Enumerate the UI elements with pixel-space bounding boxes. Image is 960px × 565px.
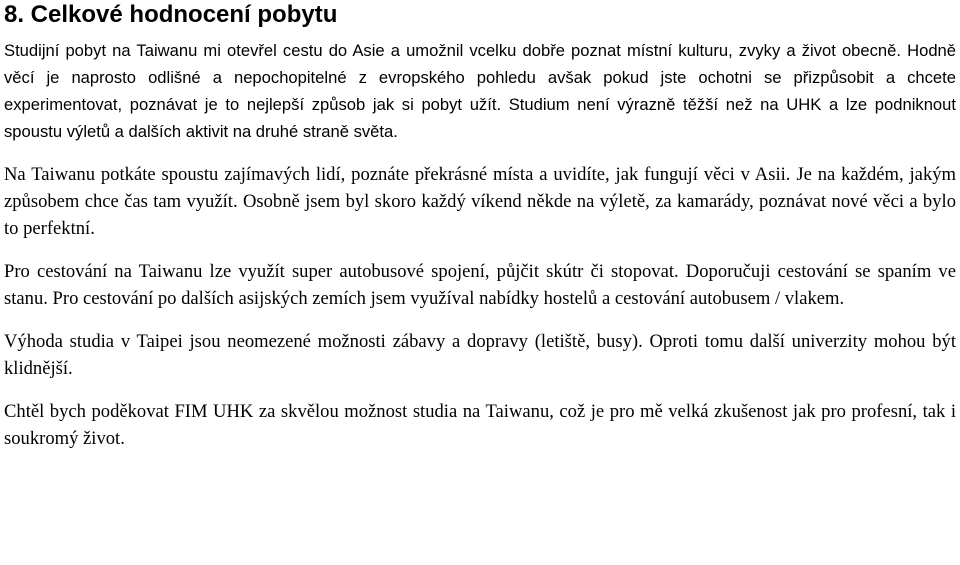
paragraph-taipei-advantages: Výhoda studia v Taipei jsou neomezené možnosti zábavy a dopravy (letiště, busy). Oproti tomu další univerzity mohou být klidnější. bbox=[4, 331, 956, 379]
paragraph-acknowledgement: Chtěl bych poděkovat FIM UHK za skvělou možnost studia na Taiwanu, což je pro mě velká zkušenost jak pro profesní, tak i soukromý život. bbox=[4, 401, 956, 449]
paragraph-travel: Pro cestování na Taiwanu lze využít super autobusové spojení, půjčit skútr či stopovat. Doporučuji cestování se spaním ve stanu. Pro cestování po dalších asijských zemích jsem využíval nabídky hostelů a cestování autobusem / vlakem. bbox=[4, 261, 956, 309]
document-page bbox=[0, 1, 960, 452]
paragraph-people-and-places: Na Taiwanu potkáte spoustu zajímavých lidí, poznáte překrásné místa a uvidíte, jak fungují věci v Asii. Je na každém, jakým způsobem chce čas tam využít. Osobně jsem byl skoro každý víkend někde na výletě, za kamarády, poznávat nové věci a bylo to perfektní. bbox=[4, 164, 956, 239]
paragraph-overall-evaluation: Studijní pobyt na Taiwanu mi otevřel cestu do Asie a umožnil vcelku dobře poznat místní kulturu, zvyky a život obecně. Hodně věcí je naprosto odlišné a nepochopitelné z evropského pohledu avšak pokud jste ochotni se přizpůsobit a chcete experimentovat, poznávat je to nejlepší způsob jak si pobyt užít. Studium není výrazně těžší než na UHK a lze podniknout spoustu výletů a dalších aktivit na druhé straně světa. bbox=[4, 41, 956, 141]
section-heading: 8. Celkové hodnocení pobytu bbox=[4, 1, 338, 28]
